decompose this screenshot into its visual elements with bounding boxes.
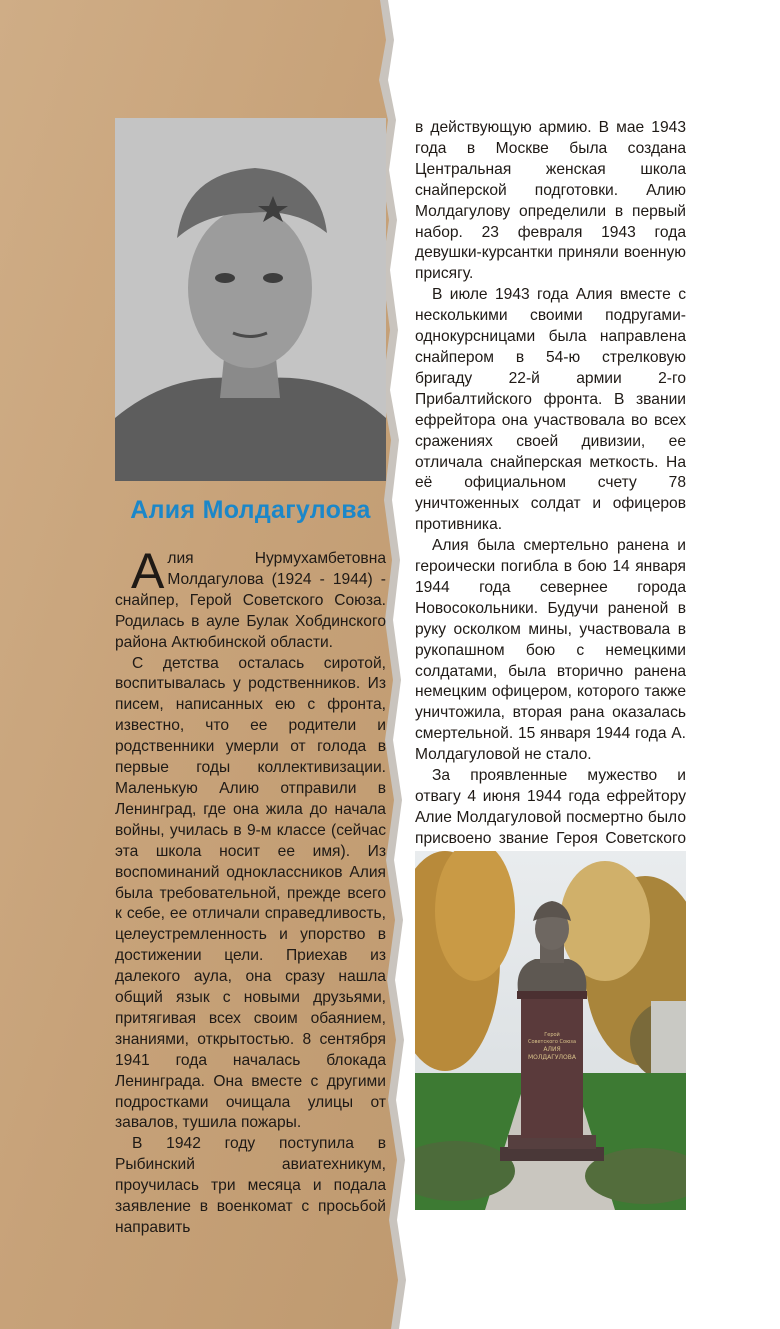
plaque-line: АЛИЯ [543, 1046, 561, 1053]
plaque-line: Советского Союза [527, 1039, 577, 1045]
drop-cap: А [131, 543, 165, 599]
article-heading: Алия Молдагулова [130, 496, 371, 524]
paragraph: Алия была смертельно ранена и героически погибла в бою 14 января 1944 года севернее города Новосокольники. Будучи раненой в руку осколком мины, участвовала в рукопашном бою с немецкими солдатами, была вторично ранена немецким офицером, которого также уничтожила, вторая рана оказалась смертельной. 15 января 1944 года А. Молдагуловой не стало. [415, 537, 686, 764]
left-text-column [115, 543, 386, 1239]
paragraph: в действующую армию. В мае 1943 года в Москве была создана Центральная женская школа снайперской подготовки. Алию Молдагулову определили в первый набор. 23 февраля 1943 года девушки-курсантки приняли военную присягу. [415, 119, 686, 283]
plaque-line: Герой [544, 1032, 560, 1038]
plaque-line: МОЛДАГУЛОВА [528, 1054, 576, 1061]
paragraph: В 1942 году поступила в Рыбинский авиатехникум, проучилась три месяца и подала заявление в военкомат с просьбой направить [115, 1135, 386, 1236]
paragraph: С детства осталась сиротой, воспитывалась у родственников. Из писем, написанных ею с фронта, известно, что ее родители и родственники умерли от голода в первые годы коллективизации. Маленькую Алию отправили в Ленинград, где она жила до начала войны, училась в 9-м классе (сейчас эта школа носит ее имя). Из воспоминаний одноклассников Алия была требовательной, прежде всего к себе, ее отличали справедливость, целеустремленность и упорство в достижении цели. Приехав из далекого аула, она сразу нашла общий язык с новыми друзьями, притягивая всех своим обаянием, знаниями, открытостью. 8 сентября 1941 года началась блокада Ленинграда. Она вместе с другими подростками очищала улицы от завалов, тушила пожары. [115, 654, 386, 1132]
portrait-photo [115, 118, 386, 481]
paragraph: В июле 1943 года Алия вместе с несколькими своими подругами-однокурсницами была направлена снайпером в 54-ю стрелковую бригаду 22-й армии 2-го Прибалтийского фронта. В звании ефрейтора она участвовала во всех сражениях своей дивизии, ее отличала снайперская меткость. На её официальном счету 78 уничтоженных солдат и офицеров противника. [415, 286, 686, 534]
paragraph: Алия Нурмухамбетовна Молдагулова (1924 - 1944) - снайпер, Герой Советского Союза. Родилась в ауле Булак Хобдинского района Актюбинской области. [115, 543, 386, 651]
right-text-column [415, 118, 686, 871]
paragraph: За проявленные мужество и отвагу 4 июня 1944 года ефрейтору Алие Молдагуловой посмертно было присвоено звание Героя Советского [415, 767, 686, 847]
monument-photo [415, 851, 686, 1210]
